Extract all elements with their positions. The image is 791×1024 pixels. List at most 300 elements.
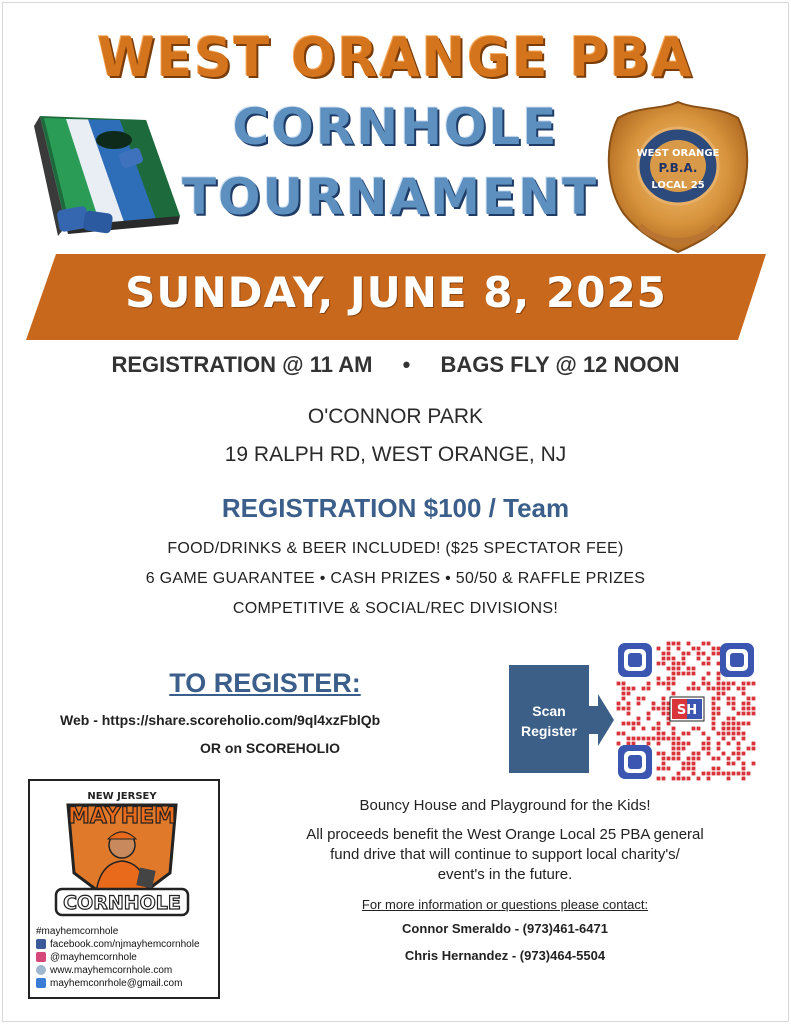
qr-dot (712, 702, 716, 706)
title-line-2: CORNHOLE (232, 98, 559, 156)
qr-dot (622, 732, 626, 736)
qr-dot (737, 742, 741, 746)
qr-dot (712, 757, 716, 761)
qr-dot (657, 647, 661, 651)
qr-dot (732, 697, 736, 701)
qr-dot (742, 752, 746, 756)
qr-dot (712, 707, 716, 711)
qr-dot (727, 732, 731, 736)
qr-dot (717, 772, 721, 776)
qr-dot (707, 682, 711, 686)
qr-dot (637, 722, 641, 726)
qr-dot (747, 702, 751, 706)
qr-dot (727, 687, 731, 691)
qr-dot (677, 742, 681, 746)
qr-dot (732, 682, 736, 686)
qr-dot (627, 722, 631, 726)
qr-dot (682, 762, 686, 766)
qr-dot (712, 687, 716, 691)
qr-dot (692, 772, 696, 776)
qr-dot (682, 747, 686, 751)
qr-dot (737, 757, 741, 761)
qr-dot (732, 737, 736, 741)
qr-dot (707, 737, 711, 741)
qr-dot (717, 662, 721, 666)
qr-dot (717, 757, 721, 761)
qr-dot (632, 687, 636, 691)
qr-dot (617, 682, 621, 686)
qr-dot (672, 662, 676, 666)
qr-dot (682, 652, 686, 656)
qr-dot (662, 652, 666, 656)
qr-dot (752, 742, 756, 746)
qr-dot (617, 732, 621, 736)
qr-dot (692, 752, 696, 756)
qr-dot (717, 697, 721, 701)
qr-dot (732, 722, 736, 726)
qr-dot (687, 667, 691, 671)
qr-dot (702, 742, 706, 746)
qr-dot (737, 747, 741, 751)
qr-dot (702, 747, 706, 751)
qr-dot (682, 767, 686, 771)
qr-dot (672, 737, 676, 741)
qr-dot (742, 722, 746, 726)
qr-dot (737, 772, 741, 776)
social-hashtag: #mayhemcornhole (36, 926, 119, 937)
park-address: 19 RALPH RD, WEST ORANGE, NJ (224, 443, 567, 466)
date-banner: SUNDAY, JUNE 8, 2025 (125, 268, 667, 317)
title-line-3: TOURNAMENT (181, 168, 599, 226)
qr-dot (642, 727, 646, 731)
qr-dot (677, 747, 681, 751)
qr-dot (707, 777, 711, 781)
qr-dot (617, 702, 621, 706)
kids-note: Bouncy House and Playground for the Kids! (359, 797, 651, 814)
qr-dot (747, 682, 751, 686)
qr-dot (712, 697, 716, 701)
qr-dot (662, 657, 666, 661)
mayhem-cornhole-logo (38, 783, 206, 925)
qr-dot (737, 752, 741, 756)
qr-dot (682, 662, 686, 666)
qr-dot (737, 712, 741, 716)
contact-heading: For more information or questions please contact: (361, 897, 649, 912)
social-instagram-text: @mayhemcornhole (50, 952, 137, 963)
qr-dot (727, 762, 731, 766)
qr-dot (717, 712, 721, 716)
qr-dot (712, 772, 716, 776)
qr-dot (717, 682, 721, 686)
qr-dot (672, 677, 676, 681)
qr-dot (732, 707, 736, 711)
qr-dot (687, 742, 691, 746)
qr-dot (692, 667, 696, 671)
qr-dot (627, 702, 631, 706)
qr-dot (722, 737, 726, 741)
qr-dot (752, 747, 756, 751)
registration-time: REGISTRATION @ 11 AM (111, 352, 373, 377)
qr-dot (672, 747, 676, 751)
qr-dot (642, 737, 646, 741)
detail-line-2: 6 GAME GUARANTEE • CASH PRIZES • 50/50 & RAFFLE PRIZES (145, 570, 646, 587)
qr-dot (722, 722, 726, 726)
qr-dot (682, 672, 686, 676)
qr-dot (637, 717, 641, 721)
qr-dot (727, 717, 731, 721)
qr-dot (687, 767, 691, 771)
qr-dot (752, 707, 756, 711)
qr-dot (667, 667, 671, 671)
qr-dot (697, 647, 701, 651)
qr-dot (727, 777, 731, 781)
badge-text-top: WEST ORANGE (636, 148, 720, 159)
social-email[interactable] (36, 978, 182, 989)
qr-dot (752, 712, 756, 716)
social-facebook-text: facebook.com/njmayhemcornhole (50, 939, 200, 950)
qr-dot (672, 742, 676, 746)
qr-dot (662, 767, 666, 771)
qr-dot (627, 742, 631, 746)
qr-dot (707, 662, 711, 666)
qr-dot (657, 752, 661, 756)
qr-dot (662, 757, 666, 761)
qr-dot (752, 697, 756, 701)
qr-dot (682, 742, 686, 746)
bags-fly-time: BAGS FLY @ 12 NOON (440, 352, 680, 377)
qr-dot (742, 707, 746, 711)
qr-dot (717, 677, 721, 681)
qr-dot (647, 682, 651, 686)
qr-dot (677, 777, 681, 781)
qr-dot (737, 727, 741, 731)
qr-dot (717, 707, 721, 711)
qr-dot (657, 767, 661, 771)
qr-dot (747, 697, 751, 701)
qr-dot (712, 722, 716, 726)
qr-dot (627, 687, 631, 691)
qr-dot (672, 752, 676, 756)
scan-label: Scan (532, 703, 566, 719)
qr-dot (732, 732, 736, 736)
qr-dot (657, 662, 661, 666)
qr-dot (627, 737, 631, 741)
qr-dot (642, 687, 646, 691)
qr-dot (717, 767, 721, 771)
social-instagram[interactable] (36, 952, 137, 963)
qr-dot (657, 732, 661, 736)
qr-dot (697, 752, 701, 756)
qr-dot (622, 707, 626, 711)
qr-dot (667, 647, 671, 651)
qr-dot (742, 732, 746, 736)
qr-dot (642, 697, 646, 701)
qr-dot (682, 657, 686, 661)
badge-text-middle: P.B.A. (658, 161, 698, 175)
qr-dot (742, 692, 746, 696)
qr-dot (702, 652, 706, 656)
qr-dot (722, 772, 726, 776)
qr-dot (677, 672, 681, 676)
qr-dot (722, 682, 726, 686)
qr-dot (687, 642, 691, 646)
qr-dot (687, 762, 691, 766)
proceeds-line-3: event's in the future. (437, 866, 573, 883)
qr-dot (622, 697, 626, 701)
qr-dot (707, 657, 711, 661)
qr-dot (657, 677, 661, 681)
qr-dot (627, 707, 631, 711)
qr-dot (722, 727, 726, 731)
qr-dot (672, 692, 676, 696)
qr-dot (637, 697, 641, 701)
park-name: O'CONNOR PARK (307, 405, 484, 428)
qr-dot (692, 682, 696, 686)
qr-center-label: SH (676, 703, 698, 718)
qr-dot (627, 692, 631, 696)
qr-dot (667, 682, 671, 686)
social-email-text: mayhemconrhole@gmail.com (50, 978, 183, 989)
qr-dot (742, 682, 746, 686)
qr-dot (657, 737, 661, 741)
qr-dot (692, 687, 696, 691)
qr-dot (702, 772, 706, 776)
qr-dot (647, 712, 651, 716)
qr-dot (662, 702, 666, 706)
qr-dot (632, 722, 636, 726)
qr-dot (742, 687, 746, 691)
contact-2: Chris Hernandez - (973)464-5504 (404, 948, 606, 963)
qr-dot (742, 712, 746, 716)
qr-dot (672, 657, 676, 661)
qr-dot (707, 687, 711, 691)
qr-dot (662, 662, 666, 666)
facebook-icon (36, 939, 46, 949)
qr-dot (737, 687, 741, 691)
qr-dot (727, 722, 731, 726)
qr-dot (672, 667, 676, 671)
qr-dot (697, 777, 701, 781)
qr-dot (667, 722, 671, 726)
qr-dot (682, 732, 686, 736)
qr-dot (727, 682, 731, 686)
qr-dot (742, 737, 746, 741)
qr-dot (707, 742, 711, 746)
qr-dot (672, 732, 676, 736)
detail-line-3: COMPETITIVE & SOCIAL/REC DIVISIONS! (232, 600, 559, 617)
logo-top-text: NEW JERSEY (87, 791, 157, 802)
qr-dot (697, 757, 701, 761)
qr-dot (717, 652, 721, 656)
qr-dot (632, 727, 636, 731)
qr-dot (687, 757, 691, 761)
qr-dot (652, 702, 656, 706)
qr-dot (652, 737, 656, 741)
social-facebook[interactable] (36, 939, 200, 950)
qr-dot (667, 757, 671, 761)
qr-dot (732, 762, 736, 766)
qr-dot (662, 697, 666, 701)
qr-dot (662, 712, 666, 716)
qr-dot (662, 707, 666, 711)
qr-dot (647, 737, 651, 741)
mail-icon (36, 978, 46, 988)
qr-dot (722, 732, 726, 736)
qr-dot (692, 767, 696, 771)
qr-dot (637, 702, 641, 706)
qr-dot (712, 717, 716, 721)
qr-dot (657, 742, 661, 746)
qr-dot (687, 687, 691, 691)
qr-dot (697, 727, 701, 731)
register-web-link[interactable]: Web - https://share.scoreholio.com/9ql4xzFblQb (60, 712, 381, 728)
qr-dot (672, 682, 676, 686)
qr-dot (667, 767, 671, 771)
qr-dot (667, 652, 671, 656)
qr-dot (692, 672, 696, 676)
qr-dot (742, 777, 746, 781)
qr-dot (732, 772, 736, 776)
qr-dot (717, 672, 721, 676)
qr-dot (702, 662, 706, 666)
detail-line-1: FOOD/DRINKS & BEER INCLUDED! ($25 SPECTATOR FEE) (167, 540, 624, 557)
qr-dot (722, 687, 726, 691)
qr-dot (727, 697, 731, 701)
qr-dot (717, 742, 721, 746)
qr-dot (742, 767, 746, 771)
qr-dot (712, 647, 716, 651)
logo-middle-text: MAYHEM (67, 804, 177, 829)
qr-dot (682, 777, 686, 781)
qr-dot (732, 717, 736, 721)
register-heading: TO REGISTER: (169, 668, 361, 698)
qr-dot (727, 702, 731, 706)
qr-dot (732, 752, 736, 756)
qr-dot (657, 682, 661, 686)
qr-dot (657, 777, 661, 781)
qr-dot (662, 732, 666, 736)
qr-dot (697, 657, 701, 661)
qr-dot (692, 762, 696, 766)
qr-dot (702, 682, 706, 686)
qr-dot (672, 757, 676, 761)
social-website-text: www.mayhemcornhole.com (50, 965, 173, 976)
qr-dot (677, 772, 681, 776)
qr-dot (662, 737, 666, 741)
qr-dot (707, 672, 711, 676)
qr-dot (677, 752, 681, 756)
register-alt: OR on SCOREHOLIO (200, 740, 340, 756)
qr-dot (677, 647, 681, 651)
qr-dot (717, 687, 721, 691)
qr-dot (747, 747, 751, 751)
qr-dot (677, 662, 681, 666)
qr-dot (672, 642, 676, 646)
qr-dot (647, 687, 651, 691)
qr-dot (697, 687, 701, 691)
qr-dot (707, 747, 711, 751)
qr-dot (617, 742, 621, 746)
qr-dot (657, 722, 661, 726)
qr-dot (697, 652, 701, 656)
qr-dot (662, 752, 666, 756)
qr-dot (712, 712, 716, 716)
qr-dot (712, 652, 716, 656)
qr-dot (687, 672, 691, 676)
qr-dot (672, 777, 676, 781)
qr-dot (752, 762, 756, 766)
qr-dot (742, 772, 746, 776)
qr-dot (747, 772, 751, 776)
social-website[interactable] (36, 965, 172, 976)
proceeds-line-2: fund drive that will continue to support local charity's/ (330, 846, 680, 863)
qr-dot (677, 642, 681, 646)
qr-dot (687, 652, 691, 656)
qr-dot (717, 747, 721, 751)
qr-dot (617, 707, 621, 711)
schedule-separator: • (402, 352, 411, 377)
qr-dot (702, 677, 706, 681)
qr-dot (702, 732, 706, 736)
qr-dot (727, 757, 731, 761)
qr-dot (622, 687, 626, 691)
qr-dot (747, 707, 751, 711)
logo-bottom-text: CORNHOLE (63, 892, 181, 914)
register-label: Register (520, 723, 578, 739)
qr-dot (622, 722, 626, 726)
qr-code-icon[interactable] (616, 641, 756, 781)
arrow-right-icon (588, 694, 614, 746)
qr-dot (717, 647, 721, 651)
qr-dot (652, 727, 656, 731)
qr-dot (627, 712, 631, 716)
qr-dot (752, 682, 756, 686)
registration-fee: REGISTRATION $100 / Team (221, 493, 570, 523)
qr-dot (717, 692, 721, 696)
qr-dot (662, 682, 666, 686)
qr-dot (667, 657, 671, 661)
qr-dot (722, 752, 726, 756)
qr-dot (727, 772, 731, 776)
qr-dot (687, 777, 691, 781)
qr-dot (637, 737, 641, 741)
qr-dot (677, 737, 681, 741)
qr-dot (687, 732, 691, 736)
qr-dot (717, 732, 721, 736)
qr-dot (732, 727, 736, 731)
qr-dot (702, 642, 706, 646)
qr-dot (747, 722, 751, 726)
qr-dot (667, 677, 671, 681)
qr-dot (652, 707, 656, 711)
qr-dot (672, 672, 676, 676)
scan-register-box (509, 665, 589, 773)
qr-dot (622, 682, 626, 686)
qr-dot (742, 762, 746, 766)
qr-dot (622, 692, 626, 696)
qr-dot (632, 742, 636, 746)
instagram-icon (36, 952, 46, 962)
qr-dot (712, 727, 716, 731)
qr-dot (662, 762, 666, 766)
qr-dot (647, 742, 651, 746)
qr-dot (672, 727, 676, 731)
qr-dot (657, 707, 661, 711)
title-line-1: WEST ORANGE PBA (97, 26, 694, 90)
qr-dot (707, 772, 711, 776)
qr-dot (677, 757, 681, 761)
qr-dot (732, 702, 736, 706)
